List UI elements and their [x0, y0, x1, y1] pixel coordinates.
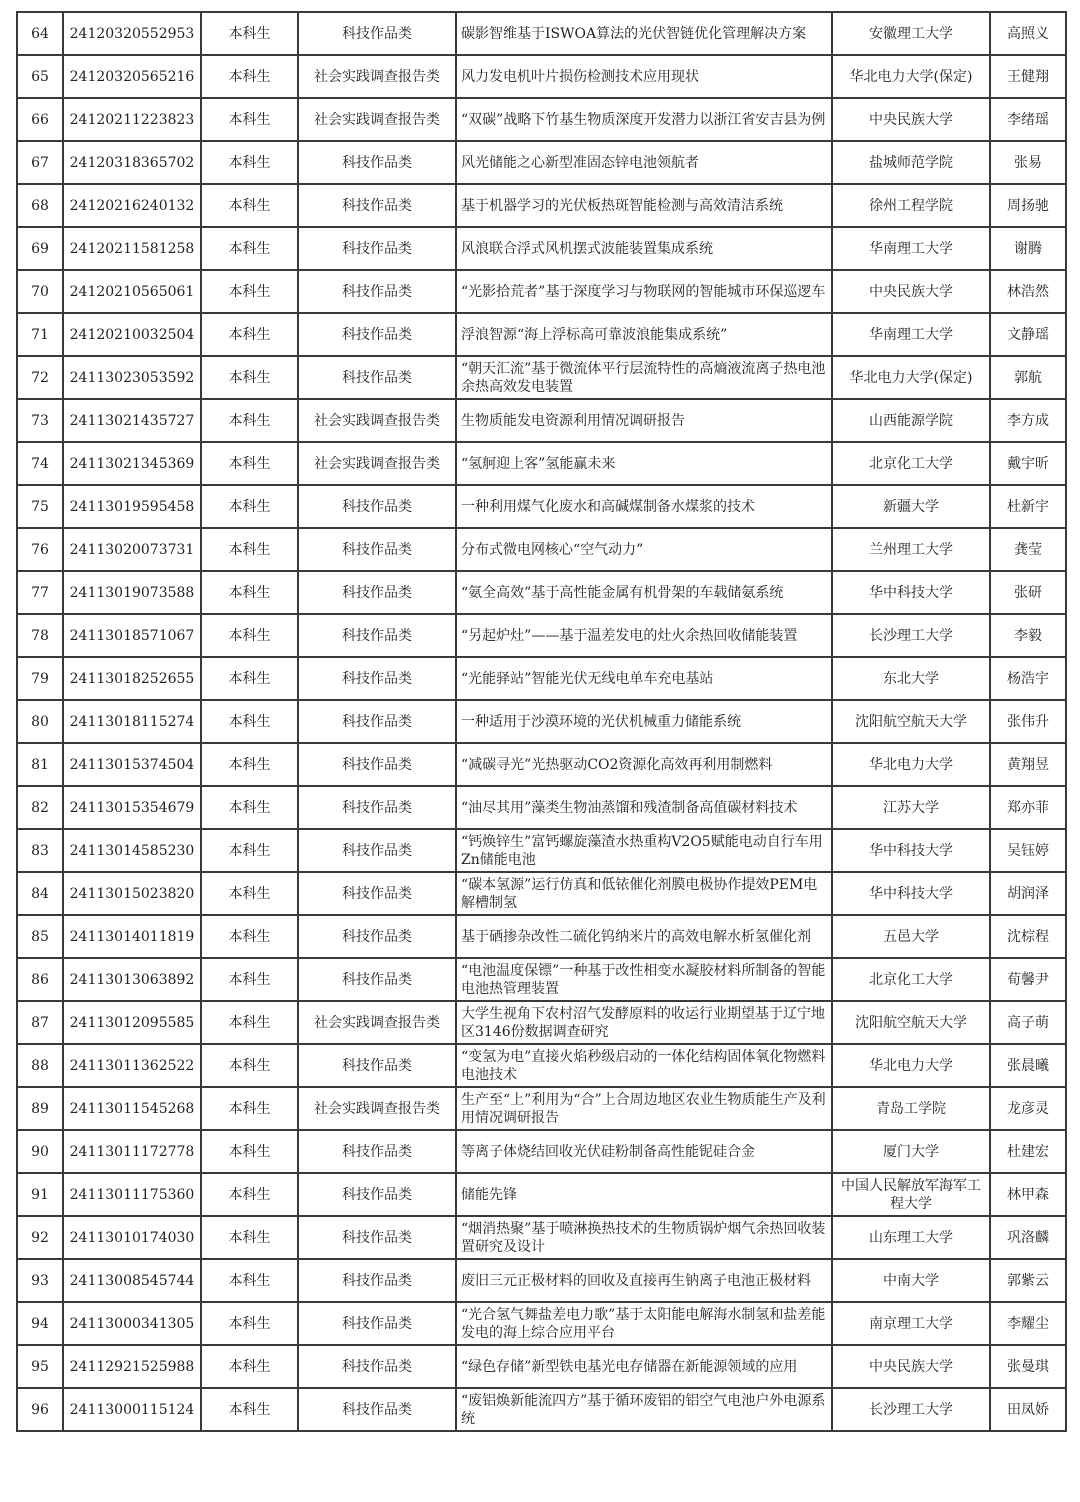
project-id-cell: 24113014011819: [63, 915, 201, 958]
school-cell: 中央民族大学: [832, 98, 990, 141]
student-level-cell: 本科生: [201, 1388, 298, 1431]
school-cell: 华北电力大学: [832, 1044, 990, 1087]
category-cell: 社会实践调查报告类: [298, 98, 456, 141]
leader-name-cell: 张晨曦: [990, 1044, 1066, 1087]
row-number-cell: 73: [17, 399, 63, 442]
table-row: [17, 958, 1066, 1001]
row-number-cell: 88: [17, 1044, 63, 1087]
school-cell: 山东理工大学: [832, 1216, 990, 1259]
leader-name-cell: 谢腾: [990, 227, 1066, 270]
category-cell: 科技作品类: [298, 829, 456, 872]
leader-name-cell: 郑亦菲: [990, 786, 1066, 829]
project-id-cell: 24113011175360: [63, 1173, 201, 1216]
category-cell: 科技作品类: [298, 614, 456, 657]
table-row: [17, 141, 1066, 184]
project-id-cell: 24112921525988: [63, 1345, 201, 1388]
student-level-cell: 本科生: [201, 1259, 298, 1302]
table-row: [17, 872, 1066, 915]
project-title-cell: 风力发电机叶片损伤检测技术应用现状: [456, 55, 832, 98]
row-number-cell: 83: [17, 829, 63, 872]
row-number-cell: 86: [17, 958, 63, 1001]
school-cell: 华中科技大学: [832, 829, 990, 872]
project-title-cell: 一种利用煤气化废水和高碱煤制备水煤浆的技术: [456, 485, 832, 528]
category-cell: 社会实践调查报告类: [298, 55, 456, 98]
school-cell: 中南大学: [832, 1259, 990, 1302]
table-row: [17, 1130, 1066, 1173]
leader-name-cell: 李方成: [990, 399, 1066, 442]
leader-name-cell: 林浩然: [990, 270, 1066, 313]
project-id-cell: 24120318365702: [63, 141, 201, 184]
table-row: [17, 1087, 1066, 1130]
category-cell: 科技作品类: [298, 571, 456, 614]
student-level-cell: 本科生: [201, 614, 298, 657]
student-level-cell: 本科生: [201, 657, 298, 700]
leader-name-cell: 李耀尘: [990, 1302, 1066, 1345]
category-cell: 科技作品类: [298, 1388, 456, 1431]
category-cell: 社会实践调查报告类: [298, 442, 456, 485]
school-cell: 华北电力大学: [832, 743, 990, 786]
project-title-cell: “氢舸迎上客”氢能赢未来: [456, 442, 832, 485]
table-row: [17, 743, 1066, 786]
category-cell: 科技作品类: [298, 657, 456, 700]
project-id-cell: 24113015354679: [63, 786, 201, 829]
category-cell: 社会实践调查报告类: [298, 1087, 456, 1130]
project-id-cell: 24113018115274: [63, 700, 201, 743]
results-table-sheet: [16, 11, 1065, 1432]
table-row: [17, 1259, 1066, 1302]
category-cell: 科技作品类: [298, 915, 456, 958]
leader-name-cell: 吴钰婷: [990, 829, 1066, 872]
project-id-cell: 24113018571067: [63, 614, 201, 657]
project-title-cell: 分布式微电网核心“空气动力”: [456, 528, 832, 571]
row-number-cell: 76: [17, 528, 63, 571]
leader-name-cell: 沈棕程: [990, 915, 1066, 958]
category-cell: 科技作品类: [298, 872, 456, 915]
project-id-cell: 24120211581258: [63, 227, 201, 270]
project-title-cell: 浮浪智源“海上浮标高可靠波浪能集成系统”: [456, 313, 832, 356]
project-title-cell: 风光储能之心新型准固态锌电池领航者: [456, 141, 832, 184]
category-cell: 科技作品类: [298, 1173, 456, 1216]
row-number-cell: 81: [17, 743, 63, 786]
leader-name-cell: 周扬驰: [990, 184, 1066, 227]
leader-name-cell: 张伟升: [990, 700, 1066, 743]
leader-name-cell: 王健翔: [990, 55, 1066, 98]
student-level-cell: 本科生: [201, 1087, 298, 1130]
student-level-cell: 本科生: [201, 356, 298, 399]
project-id-cell: 24113015374504: [63, 743, 201, 786]
project-title-cell: 生物质能发电资源利用情况调研报告: [456, 399, 832, 442]
project-title-cell: “碳本氢源”运行仿真和低铱催化剂膜电极协作提效PEM电解槽制氢: [456, 872, 832, 915]
leader-name-cell: 龙彦灵: [990, 1087, 1066, 1130]
project-id-cell: 24113015023820: [63, 872, 201, 915]
student-level-cell: 本科生: [201, 571, 298, 614]
row-number-cell: 67: [17, 141, 63, 184]
student-level-cell: 本科生: [201, 184, 298, 227]
project-id-cell: 24113011362522: [63, 1044, 201, 1087]
leader-name-cell: 张易: [990, 141, 1066, 184]
leader-name-cell: 李毅: [990, 614, 1066, 657]
student-level-cell: 本科生: [201, 98, 298, 141]
leader-name-cell: 文静瑶: [990, 313, 1066, 356]
table-row: [17, 98, 1066, 141]
project-id-cell: 24113012095585: [63, 1001, 201, 1044]
results-table-body: [17, 12, 1066, 1431]
school-cell: 华北电力大学(保定): [832, 356, 990, 399]
project-title-cell: 一种适用于沙漠环境的光伏机械重力储能系统: [456, 700, 832, 743]
school-cell: 徐州工程学院: [832, 184, 990, 227]
leader-name-cell: 高子萌: [990, 1001, 1066, 1044]
project-title-cell: “另起炉灶”——基于温差发电的灶火余热回收储能装置: [456, 614, 832, 657]
table-row: [17, 1044, 1066, 1087]
leader-name-cell: 林甲森: [990, 1173, 1066, 1216]
row-number-cell: 82: [17, 786, 63, 829]
leader-name-cell: 高照义: [990, 12, 1066, 55]
student-level-cell: 本科生: [201, 1044, 298, 1087]
project-title-cell: “光合氢气舞盐差电力歌”基于太阳能电解海水制氢和盐差能发电的海上综合应用平台: [456, 1302, 832, 1345]
student-level-cell: 本科生: [201, 485, 298, 528]
project-title-cell: 碳影智维基于ISWOA算法的光伏智链优化管理解决方案: [456, 12, 832, 55]
leader-name-cell: 荀馨尹: [990, 958, 1066, 1001]
table-row: [17, 55, 1066, 98]
table-row: [17, 12, 1066, 55]
student-level-cell: 本科生: [201, 528, 298, 571]
project-title-cell: 大学生视角下农村沼气发酵原料的收运行业期望基于辽宁地区3146份数据调查研究: [456, 1001, 832, 1044]
project-title-cell: 基于硒掺杂改性二硫化钨纳米片的高效电解水析氢催化剂: [456, 915, 832, 958]
student-level-cell: 本科生: [201, 270, 298, 313]
student-level-cell: 本科生: [201, 829, 298, 872]
project-id-cell: 24113000115124: [63, 1388, 201, 1431]
leader-name-cell: 杜新宇: [990, 485, 1066, 528]
student-level-cell: 本科生: [201, 786, 298, 829]
project-title-cell: 风浪联合浮式风机摆式波能装置集成系统: [456, 227, 832, 270]
category-cell: 科技作品类: [298, 1345, 456, 1388]
school-cell: 沈阳航空航天大学: [832, 1001, 990, 1044]
row-number-cell: 68: [17, 184, 63, 227]
school-cell: 山西能源学院: [832, 399, 990, 442]
table-row: [17, 786, 1066, 829]
leader-name-cell: 郭航: [990, 356, 1066, 399]
category-cell: 科技作品类: [298, 743, 456, 786]
school-cell: 中央民族大学: [832, 270, 990, 313]
school-cell: 华南理工大学: [832, 227, 990, 270]
category-cell: 科技作品类: [298, 485, 456, 528]
project-id-cell: 24113008545744: [63, 1259, 201, 1302]
school-cell: 北京化工大学: [832, 442, 990, 485]
project-id-cell: 24113020073731: [63, 528, 201, 571]
school-cell: 盐城师范学院: [832, 141, 990, 184]
row-number-cell: 90: [17, 1130, 63, 1173]
student-level-cell: 本科生: [201, 12, 298, 55]
student-level-cell: 本科生: [201, 1130, 298, 1173]
school-cell: 中国人民解放军海军工程大学: [832, 1173, 990, 1216]
school-cell: 长沙理工大学: [832, 614, 990, 657]
leader-name-cell: 张研: [990, 571, 1066, 614]
student-level-cell: 本科生: [201, 700, 298, 743]
leader-name-cell: 郭紫云: [990, 1259, 1066, 1302]
leader-name-cell: 李绪瑶: [990, 98, 1066, 141]
project-id-cell: 24113021435727: [63, 399, 201, 442]
table-row: [17, 614, 1066, 657]
project-title-cell: “钙焕锌生”富钙螺旋藻渣水热重构V2O5赋能电动自行车用Zn储能电池: [456, 829, 832, 872]
project-title-cell: 生产至“上”利用为“合”上合周边地区农业生物质能生产及利用情况调研报告: [456, 1087, 832, 1130]
school-cell: 五邑大学: [832, 915, 990, 958]
project-id-cell: 24120320552953: [63, 12, 201, 55]
table-row: [17, 1001, 1066, 1044]
school-cell: 华南理工大学: [832, 313, 990, 356]
row-number-cell: 84: [17, 872, 63, 915]
school-cell: 江苏大学: [832, 786, 990, 829]
project-id-cell: 24120211223823: [63, 98, 201, 141]
row-number-cell: 80: [17, 700, 63, 743]
project-title-cell: 储能先锋: [456, 1173, 832, 1216]
row-number-cell: 66: [17, 98, 63, 141]
category-cell: 科技作品类: [298, 528, 456, 571]
row-number-cell: 78: [17, 614, 63, 657]
table-row: [17, 270, 1066, 313]
school-cell: 中央民族大学: [832, 1345, 990, 1388]
category-cell: 科技作品类: [298, 1044, 456, 1087]
project-title-cell: “氨全高效”基于高性能金属有机骨架的车载储氨系统: [456, 571, 832, 614]
project-id-cell: 24113011172778: [63, 1130, 201, 1173]
school-cell: 兰州理工大学: [832, 528, 990, 571]
category-cell: 科技作品类: [298, 1302, 456, 1345]
leader-name-cell: 戴宇昕: [990, 442, 1066, 485]
leader-name-cell: 田凤娇: [990, 1388, 1066, 1431]
row-number-cell: 93: [17, 1259, 63, 1302]
school-cell: 南京理工大学: [832, 1302, 990, 1345]
project-title-cell: “光能驿站”智能光伏无线电单车充电基站: [456, 657, 832, 700]
school-cell: 沈阳航空航天大学: [832, 700, 990, 743]
row-number-cell: 65: [17, 55, 63, 98]
project-title-cell: “朝天汇流”基于微流体平行层流特性的高熵液流离子热电池余热高效发电装置: [456, 356, 832, 399]
table-row: [17, 1302, 1066, 1345]
project-title-cell: 废旧三元正极材料的回收及直接再生钠离子电池正极材料: [456, 1259, 832, 1302]
school-cell: 长沙理工大学: [832, 1388, 990, 1431]
leader-name-cell: 张曼琪: [990, 1345, 1066, 1388]
student-level-cell: 本科生: [201, 399, 298, 442]
project-id-cell: 24113018252655: [63, 657, 201, 700]
student-level-cell: 本科生: [201, 141, 298, 184]
category-cell: 社会实践调查报告类: [298, 1001, 456, 1044]
project-id-cell: 24113010174030: [63, 1216, 201, 1259]
row-number-cell: 91: [17, 1173, 63, 1216]
student-level-cell: 本科生: [201, 313, 298, 356]
student-level-cell: 本科生: [201, 915, 298, 958]
leader-name-cell: 杨浩宇: [990, 657, 1066, 700]
project-title-cell: “烟消热聚”基于喷淋换热技术的生物质锅炉烟气余热回收装置研究及设计: [456, 1216, 832, 1259]
table-row: [17, 1345, 1066, 1388]
table-row: [17, 313, 1066, 356]
school-cell: 华中科技大学: [832, 872, 990, 915]
table-row: [17, 1173, 1066, 1216]
project-title-cell: 等离子体烧结回收光伏硅粉制备高性能铌硅合金: [456, 1130, 832, 1173]
student-level-cell: 本科生: [201, 442, 298, 485]
row-number-cell: 79: [17, 657, 63, 700]
school-cell: 安徽理工大学: [832, 12, 990, 55]
project-title-cell: “光影拾荒者”基于深度学习与物联网的智能城市环保巡逻车: [456, 270, 832, 313]
table-row: [17, 184, 1066, 227]
table-row: [17, 399, 1066, 442]
project-id-cell: 24113021345369: [63, 442, 201, 485]
category-cell: 科技作品类: [298, 184, 456, 227]
leader-name-cell: 黄翔昱: [990, 743, 1066, 786]
category-cell: 科技作品类: [298, 1130, 456, 1173]
row-number-cell: 85: [17, 915, 63, 958]
row-number-cell: 72: [17, 356, 63, 399]
school-cell: 新疆大学: [832, 485, 990, 528]
row-number-cell: 70: [17, 270, 63, 313]
school-cell: 东北大学: [832, 657, 990, 700]
school-cell: 华北电力大学(保定): [832, 55, 990, 98]
row-number-cell: 69: [17, 227, 63, 270]
school-cell: 华中科技大学: [832, 571, 990, 614]
project-title-cell: “废铝焕新能流四方”基于循环废铝的铝空气电池户外电源系统: [456, 1388, 832, 1431]
project-id-cell: 24113013063892: [63, 958, 201, 1001]
results-table: [16, 11, 1067, 1432]
row-number-cell: 92: [17, 1216, 63, 1259]
row-number-cell: 95: [17, 1345, 63, 1388]
category-cell: 科技作品类: [298, 1259, 456, 1302]
category-cell: 科技作品类: [298, 141, 456, 184]
project-title-cell: “双碳”战略下竹基生物质深度开发潜力以浙江省安吉县为例: [456, 98, 832, 141]
table-row: [17, 1216, 1066, 1259]
table-row: [17, 528, 1066, 571]
student-level-cell: 本科生: [201, 1173, 298, 1216]
project-title-cell: “油尽其用”藻类生物油蒸馏和残渣制备高值碳材料技术: [456, 786, 832, 829]
student-level-cell: 本科生: [201, 872, 298, 915]
table-row: [17, 700, 1066, 743]
leader-name-cell: 杜建宏: [990, 1130, 1066, 1173]
row-number-cell: 71: [17, 313, 63, 356]
project-id-cell: 24120216240132: [63, 184, 201, 227]
project-title-cell: “电池温度保镖”一种基于改性相变水凝胶材料所制备的智能电池热管理装置: [456, 958, 832, 1001]
project-id-cell: 24113019073588: [63, 571, 201, 614]
row-number-cell: 89: [17, 1087, 63, 1130]
student-level-cell: 本科生: [201, 1001, 298, 1044]
project-id-cell: 24113011545268: [63, 1087, 201, 1130]
category-cell: 科技作品类: [298, 227, 456, 270]
row-number-cell: 77: [17, 571, 63, 614]
project-title-cell: “减碳寻光”光热驱动CO2资源化高效再利用制燃料: [456, 743, 832, 786]
project-id-cell: 24120210032504: [63, 313, 201, 356]
table-row: [17, 657, 1066, 700]
row-number-cell: 74: [17, 442, 63, 485]
project-id-cell: 24113019595458: [63, 485, 201, 528]
table-row: [17, 571, 1066, 614]
category-cell: 科技作品类: [298, 12, 456, 55]
table-row: [17, 829, 1066, 872]
project-id-cell: 24113014585230: [63, 829, 201, 872]
leader-name-cell: 龚莹: [990, 528, 1066, 571]
leader-name-cell: 巩洛麟: [990, 1216, 1066, 1259]
category-cell: 科技作品类: [298, 313, 456, 356]
category-cell: 科技作品类: [298, 1216, 456, 1259]
project-id-cell: 24113023053592: [63, 356, 201, 399]
student-level-cell: 本科生: [201, 55, 298, 98]
row-number-cell: 87: [17, 1001, 63, 1044]
student-level-cell: 本科生: [201, 1345, 298, 1388]
table-row: [17, 442, 1066, 485]
table-row: [17, 227, 1066, 270]
table-row: [17, 1388, 1066, 1431]
student-level-cell: 本科生: [201, 743, 298, 786]
project-id-cell: 24120320565216: [63, 55, 201, 98]
leader-name-cell: 胡润泽: [990, 872, 1066, 915]
row-number-cell: 75: [17, 485, 63, 528]
project-title-cell: “变氢为电”直接火焰秒级启动的一体化结构固体氧化物燃料电池技术: [456, 1044, 832, 1087]
category-cell: 科技作品类: [298, 356, 456, 399]
category-cell: 社会实践调查报告类: [298, 399, 456, 442]
row-number-cell: 94: [17, 1302, 63, 1345]
table-row: [17, 915, 1066, 958]
table-row: [17, 485, 1066, 528]
table-row: [17, 356, 1066, 399]
row-number-cell: 64: [17, 12, 63, 55]
row-number-cell: 96: [17, 1388, 63, 1431]
project-title-cell: 基于机器学习的光伏板热斑智能检测与高效清洁系统: [456, 184, 832, 227]
school-cell: 青岛工学院: [832, 1087, 990, 1130]
school-cell: 厦门大学: [832, 1130, 990, 1173]
project-id-cell: 24113000341305: [63, 1302, 201, 1345]
student-level-cell: 本科生: [201, 1302, 298, 1345]
category-cell: 科技作品类: [298, 786, 456, 829]
project-id-cell: 24120210565061: [63, 270, 201, 313]
category-cell: 科技作品类: [298, 270, 456, 313]
student-level-cell: 本科生: [201, 1216, 298, 1259]
category-cell: 科技作品类: [298, 700, 456, 743]
student-level-cell: 本科生: [201, 958, 298, 1001]
category-cell: 科技作品类: [298, 958, 456, 1001]
project-title-cell: “绿色存储”新型铁电基光电存储器在新能源领域的应用: [456, 1345, 832, 1388]
school-cell: 北京化工大学: [832, 958, 990, 1001]
student-level-cell: 本科生: [201, 227, 298, 270]
